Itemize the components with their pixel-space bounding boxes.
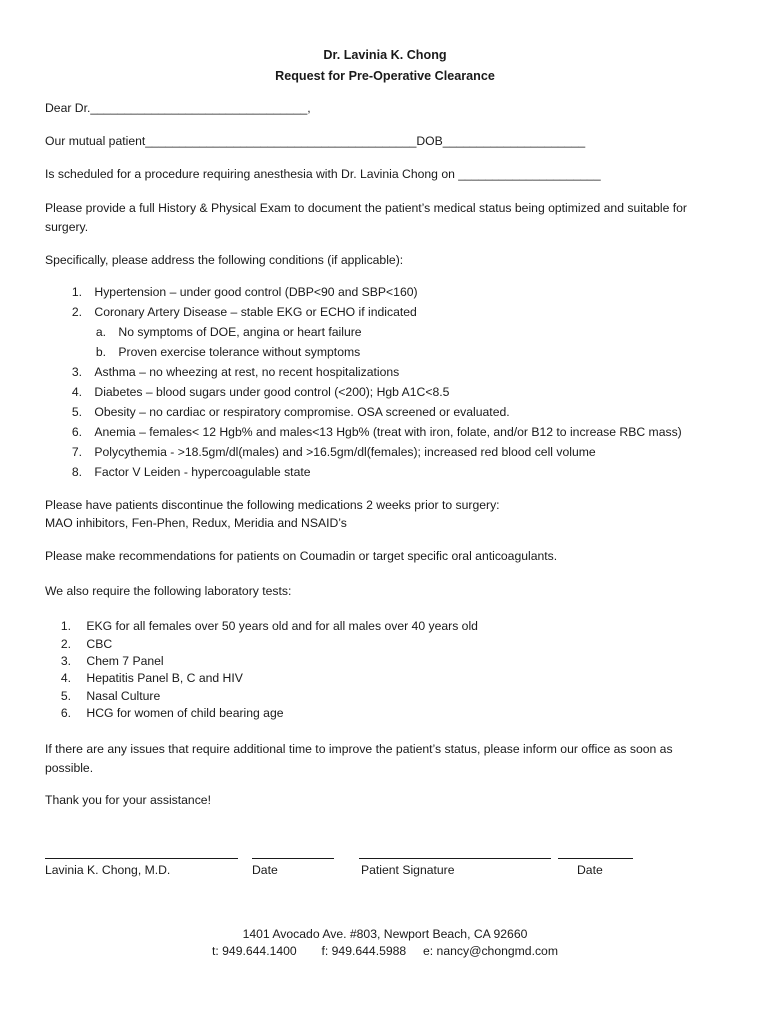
patient-date-label: Date bbox=[577, 863, 603, 877]
doctor-date-label: Date bbox=[252, 863, 278, 877]
doctor-signature-line bbox=[45, 858, 238, 859]
list-item: 1. Hypertension – under good control (DBP<90 and SBP<160) bbox=[71, 285, 418, 299]
footer-address: 1401 Avocado Ave. #803, Newport Beach, CA 92660 bbox=[242, 927, 528, 941]
issues-line-1: If there are any issues that require additional time to improve the patient’s status, please inform our office as soon as bbox=[45, 742, 673, 756]
patient-signature-label: Patient Signature bbox=[361, 863, 455, 877]
medications-line-1: Please have patients discontinue the following medications 2 weeks prior to surgery: bbox=[45, 498, 500, 512]
footer-fax: f: 949.644.5988 bbox=[321, 944, 407, 958]
list-item: 6. Anemia – females< 12 Hgb% and males<13 Hgb% (treat with iron, folate, and/or B12 to increase RBC mass) bbox=[71, 425, 682, 439]
coumadin-note: Please make recommendations for patients on Coumadin or target specific oral anticoagulants. bbox=[45, 549, 558, 563]
doctor-signature-label: Lavinia K. Chong, M.D. bbox=[45, 863, 171, 877]
list-item: 2. CBC bbox=[60, 637, 113, 651]
list-item: 3. Chem 7 Panel bbox=[60, 654, 164, 668]
conditions-intro: Specifically, please address the following conditions (if applicable): bbox=[45, 253, 404, 267]
doctor-name: Dr. Lavinia K. Chong bbox=[323, 48, 447, 62]
document-title: Request for Pre-Operative Clearance bbox=[275, 69, 495, 83]
procedure-date-line: Is scheduled for a procedure requiring anesthesia with Dr. Lavinia Chong on _____________________ bbox=[45, 167, 601, 181]
list-item: a. No symptoms of DOE, angina or heart failure bbox=[95, 325, 362, 339]
history-physical-line-2: surgery. bbox=[45, 220, 89, 234]
list-item: 4. Diabetes – blood sugars under good control (<200); Hgb A1C<8.5 bbox=[71, 385, 450, 399]
list-item: 3. Asthma – no wheezing at rest, no recent hospitalizations bbox=[71, 365, 400, 379]
patient-dob-line: Our mutual patient________________________________________DOB_____________________ bbox=[45, 134, 586, 148]
list-item: 6. HCG for women of child bearing age bbox=[60, 706, 284, 720]
list-item: 5. Nasal Culture bbox=[60, 689, 161, 703]
list-item: 8. Factor V Leiden - hypercoagulable state bbox=[71, 465, 311, 479]
thanks-line: Thank you for your assistance! bbox=[45, 793, 211, 807]
doctor-date-line bbox=[252, 858, 334, 859]
list-item: 2. Coronary Artery Disease – stable EKG or ECHO if indicated bbox=[71, 305, 417, 319]
patient-signature-line bbox=[359, 858, 551, 859]
footer-phone: t: 949.644.1400 bbox=[212, 944, 297, 958]
list-item: 7. Polycythemia - >18.5gm/dl(males) and >16.5gm/dl(females); increased red blood cell volume bbox=[71, 445, 596, 459]
medications-line-2: MAO inhibitors, Fen-Phen, Redux, Meridia and NSAID’s bbox=[45, 516, 347, 530]
list-item: 1. EKG for all females over 50 years old and for all males over 40 years old bbox=[60, 619, 478, 633]
labs-intro: We also require the following laboratory tests: bbox=[45, 584, 292, 598]
footer-contact bbox=[0, 944, 770, 958]
patient-date-line bbox=[558, 858, 633, 859]
list-item: 4. Hepatitis Panel B, C and HIV bbox=[60, 671, 243, 685]
issues-line-2: possible. bbox=[45, 761, 94, 775]
list-item: 5. Obesity – no cardiac or respiratory compromise. OSA screened or evaluated. bbox=[71, 405, 510, 419]
history-physical-line-1: Please provide a full History & Physical Exam to document the patient’s medical status being optimized and suitable for bbox=[45, 201, 687, 215]
issues-paragraph bbox=[45, 740, 735, 778]
salutation: Dear Dr.________________________________, bbox=[45, 101, 311, 115]
history-physical-request bbox=[45, 199, 735, 237]
list-item: b. Proven exercise tolerance without symptoms bbox=[95, 345, 361, 359]
footer-email: e: nancy@chongmd.com bbox=[423, 944, 558, 958]
